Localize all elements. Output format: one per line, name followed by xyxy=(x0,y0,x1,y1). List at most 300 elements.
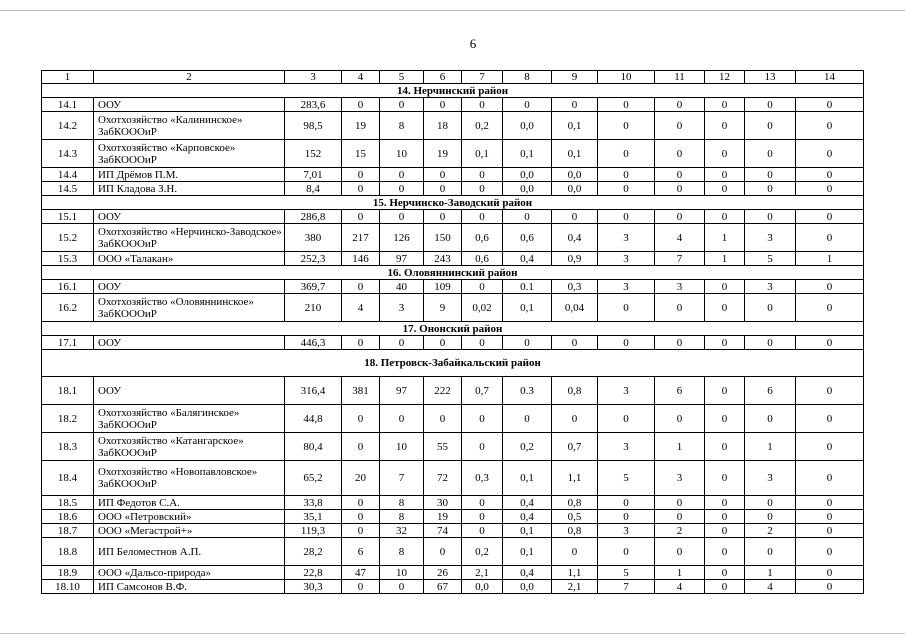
value-cell: 0,6 xyxy=(462,252,503,266)
table-row xyxy=(42,377,864,405)
value-cell: 0,7 xyxy=(552,433,598,461)
row-number-cell: 18.5 xyxy=(42,496,94,510)
value-cell: 33,8 xyxy=(285,496,342,510)
scan-bottom-edge xyxy=(0,633,905,634)
value-cell: 0 xyxy=(796,538,864,566)
value-cell: 0 xyxy=(598,496,655,510)
value-cell: 0 xyxy=(745,294,796,322)
value-cell: 0 xyxy=(705,112,745,140)
organization-name-cell: ООО «Мегастрой+» xyxy=(94,524,285,538)
value-cell: 40 xyxy=(380,280,424,294)
value-cell: 0,1 xyxy=(552,140,598,168)
value-cell: 0 xyxy=(342,496,380,510)
value-cell: 0,7 xyxy=(462,377,503,405)
value-cell: 0 xyxy=(342,510,380,524)
value-cell: 3 xyxy=(655,280,705,294)
value-cell: 8 xyxy=(380,112,424,140)
value-cell: 0 xyxy=(598,98,655,112)
value-cell: 0 xyxy=(342,433,380,461)
value-cell: 10 xyxy=(380,433,424,461)
value-cell: 150 xyxy=(424,224,462,252)
value-cell: 0 xyxy=(745,112,796,140)
value-cell: 4 xyxy=(655,224,705,252)
row-number-cell: 18.4 xyxy=(42,461,94,496)
table-row xyxy=(42,168,864,182)
value-cell: 0 xyxy=(342,580,380,594)
value-cell: 0 xyxy=(796,336,864,350)
value-cell: 47 xyxy=(342,566,380,580)
value-cell: 0 xyxy=(705,336,745,350)
value-cell: 19 xyxy=(424,140,462,168)
table-row xyxy=(42,336,864,350)
value-cell: 0 xyxy=(462,524,503,538)
value-cell: 0,4 xyxy=(503,566,552,580)
value-cell: 0 xyxy=(503,98,552,112)
value-cell: 0 xyxy=(655,168,705,182)
organization-name-cell: Охотхозяйство «Новопавловское» ЗабКОООиР xyxy=(94,461,285,496)
value-cell: 0,8 xyxy=(552,377,598,405)
value-cell: 3 xyxy=(598,433,655,461)
value-cell: 0 xyxy=(424,210,462,224)
organization-name-cell: ИП Федотов С.А. xyxy=(94,496,285,510)
value-cell: 0 xyxy=(462,210,503,224)
value-cell: 0 xyxy=(745,210,796,224)
value-cell: 0 xyxy=(503,405,552,433)
value-cell: 44,8 xyxy=(285,405,342,433)
row-number-cell: 18.1 xyxy=(42,377,94,405)
value-cell: 152 xyxy=(285,140,342,168)
value-cell: 5 xyxy=(745,252,796,266)
value-cell: 2,1 xyxy=(462,566,503,580)
value-cell: 0 xyxy=(745,496,796,510)
value-cell: 0 xyxy=(552,210,598,224)
value-cell: 0,4 xyxy=(503,510,552,524)
value-cell: 0 xyxy=(655,538,705,566)
value-cell: 0 xyxy=(655,294,705,322)
value-cell: 5 xyxy=(598,461,655,496)
section-title: 14. Нерчинский район xyxy=(42,84,864,98)
value-cell: 0,3 xyxy=(552,280,598,294)
value-cell: 0 xyxy=(342,98,380,112)
table-row xyxy=(42,510,864,524)
value-cell: 97 xyxy=(380,252,424,266)
value-cell: 0 xyxy=(655,510,705,524)
hunting-resources-table xyxy=(41,70,864,594)
value-cell: 0,1 xyxy=(503,538,552,566)
page-number: 6 xyxy=(469,36,477,51)
value-cell: 22,8 xyxy=(285,566,342,580)
value-cell: 10 xyxy=(380,566,424,580)
table-row xyxy=(42,294,864,322)
organization-name-cell: ООО «Дальсо-природа» xyxy=(94,566,285,580)
value-cell: 0 xyxy=(598,210,655,224)
value-cell: 0 xyxy=(598,336,655,350)
value-cell: 0 xyxy=(598,538,655,566)
value-cell: 3 xyxy=(745,280,796,294)
value-cell: 0 xyxy=(598,510,655,524)
value-cell: 0 xyxy=(705,524,745,538)
value-cell: 26 xyxy=(424,566,462,580)
organization-name-cell: Охотхозяйство «Оловяннинское» ЗабКОООиР xyxy=(94,294,285,322)
value-cell: 0,1 xyxy=(503,140,552,168)
value-cell: 0 xyxy=(424,182,462,196)
value-cell: 3 xyxy=(598,377,655,405)
value-cell: 0 xyxy=(424,168,462,182)
organization-name-cell: ИП Дрёмов П.М. xyxy=(94,168,285,182)
value-cell: 0,1 xyxy=(552,112,598,140)
header-cell: 8 xyxy=(503,71,552,84)
value-cell: 0 xyxy=(796,168,864,182)
value-cell: 0 xyxy=(705,461,745,496)
value-cell: 7,01 xyxy=(285,168,342,182)
row-number-cell: 14.3 xyxy=(42,140,94,168)
section-title: 18. Петровск-Забайкальский район xyxy=(42,350,864,377)
table-row xyxy=(42,224,864,252)
header-cell: 13 xyxy=(745,71,796,84)
value-cell: 0 xyxy=(598,140,655,168)
value-cell: 0 xyxy=(462,433,503,461)
organization-name-cell: ООУ xyxy=(94,377,285,405)
value-cell: 0 xyxy=(655,182,705,196)
header-cell: 12 xyxy=(705,71,745,84)
value-cell: 0 xyxy=(705,294,745,322)
header-cell: 3 xyxy=(285,71,342,84)
value-cell: 146 xyxy=(342,252,380,266)
value-cell: 0 xyxy=(462,280,503,294)
value-cell: 0 xyxy=(796,510,864,524)
value-cell: 4 xyxy=(745,580,796,594)
value-cell: 0,0 xyxy=(462,580,503,594)
table-row xyxy=(42,496,864,510)
header-cell: 2 xyxy=(94,71,285,84)
table-row xyxy=(42,280,864,294)
value-cell: 0 xyxy=(655,496,705,510)
value-cell: 0,02 xyxy=(462,294,503,322)
value-cell: 0,0 xyxy=(503,168,552,182)
value-cell: 0 xyxy=(462,182,503,196)
value-cell: 19 xyxy=(342,112,380,140)
value-cell: 0 xyxy=(342,210,380,224)
value-cell: 72 xyxy=(424,461,462,496)
value-cell: 8 xyxy=(380,510,424,524)
value-cell: 316,4 xyxy=(285,377,342,405)
value-cell: 0 xyxy=(705,98,745,112)
section-header-row xyxy=(42,322,864,336)
value-cell: 3 xyxy=(745,224,796,252)
value-cell: 0 xyxy=(796,280,864,294)
value-cell: 4 xyxy=(655,580,705,594)
header-cell: 9 xyxy=(552,71,598,84)
value-cell: 28,2 xyxy=(285,538,342,566)
value-cell: 0 xyxy=(705,280,745,294)
value-cell: 0,1 xyxy=(462,140,503,168)
organization-name-cell: ООУ xyxy=(94,210,285,224)
value-cell: 0 xyxy=(424,336,462,350)
row-number-cell: 18.6 xyxy=(42,510,94,524)
value-cell: 0 xyxy=(705,433,745,461)
value-cell: 0 xyxy=(552,538,598,566)
value-cell: 8,4 xyxy=(285,182,342,196)
value-cell: 0,04 xyxy=(552,294,598,322)
value-cell: 0 xyxy=(342,280,380,294)
row-number-cell: 15.3 xyxy=(42,252,94,266)
value-cell: 9 xyxy=(424,294,462,322)
value-cell: 1,1 xyxy=(552,566,598,580)
value-cell: 1 xyxy=(705,224,745,252)
scan-top-edge xyxy=(0,10,905,11)
value-cell: 8 xyxy=(380,538,424,566)
table-row xyxy=(42,580,864,594)
table-row xyxy=(42,461,864,496)
value-cell: 0 xyxy=(655,210,705,224)
table-row xyxy=(42,252,864,266)
value-cell: 1,1 xyxy=(552,461,598,496)
value-cell: 0 xyxy=(424,98,462,112)
value-cell: 0 xyxy=(745,510,796,524)
header-cell: 1 xyxy=(42,71,94,84)
value-cell: 67 xyxy=(424,580,462,594)
row-number-cell: 18.10 xyxy=(42,580,94,594)
value-cell: 0,0 xyxy=(503,580,552,594)
value-cell: 0 xyxy=(796,140,864,168)
organization-name-cell: ООО «Талакан» xyxy=(94,252,285,266)
value-cell: 1 xyxy=(796,252,864,266)
value-cell: 0,5 xyxy=(552,510,598,524)
organization-name-cell: ООУ xyxy=(94,280,285,294)
value-cell: 0 xyxy=(705,405,745,433)
value-cell: 0,2 xyxy=(462,112,503,140)
value-cell: 0 xyxy=(745,538,796,566)
value-cell: 0.1 xyxy=(503,280,552,294)
value-cell: 0 xyxy=(462,336,503,350)
section-header-row xyxy=(42,350,864,377)
value-cell: 3 xyxy=(598,252,655,266)
section-header-row xyxy=(42,196,864,210)
value-cell: 1 xyxy=(655,433,705,461)
organization-name-cell: ИП Самсонов В.Ф. xyxy=(94,580,285,594)
row-number-cell: 18.8 xyxy=(42,538,94,566)
value-cell: 1 xyxy=(745,566,796,580)
value-cell: 0,6 xyxy=(462,224,503,252)
value-cell: 0 xyxy=(655,405,705,433)
value-cell: 7 xyxy=(655,252,705,266)
organization-name-cell: Охотхозяйство «Калининское» ЗабКОООиР xyxy=(94,112,285,140)
value-cell: 0 xyxy=(552,336,598,350)
table-row xyxy=(42,405,864,433)
value-cell: 0,3 xyxy=(462,461,503,496)
value-cell: 0 xyxy=(380,182,424,196)
value-cell: 0 xyxy=(342,405,380,433)
value-cell: 0,4 xyxy=(503,252,552,266)
value-cell: 74 xyxy=(424,524,462,538)
value-cell: 0 xyxy=(552,98,598,112)
header-cell: 14 xyxy=(796,71,864,84)
value-cell: 8 xyxy=(380,496,424,510)
value-cell: 0,8 xyxy=(552,496,598,510)
value-cell: 2 xyxy=(745,524,796,538)
row-number-cell: 16.1 xyxy=(42,280,94,294)
value-cell: 0 xyxy=(342,524,380,538)
value-cell: 0,1 xyxy=(503,294,552,322)
organization-name-cell: ООУ xyxy=(94,336,285,350)
value-cell: 0 xyxy=(796,98,864,112)
header-row xyxy=(42,71,864,84)
header-cell: 10 xyxy=(598,71,655,84)
section-title: 17. Ононский район xyxy=(42,322,864,336)
value-cell: 0 xyxy=(705,496,745,510)
value-cell: 0,9 xyxy=(552,252,598,266)
row-number-cell: 17.1 xyxy=(42,336,94,350)
value-cell: 6 xyxy=(342,538,380,566)
value-cell: 0 xyxy=(705,182,745,196)
value-cell: 1 xyxy=(745,433,796,461)
table-row xyxy=(42,182,864,196)
value-cell: 3 xyxy=(745,461,796,496)
value-cell: 0 xyxy=(424,405,462,433)
value-cell: 0 xyxy=(796,496,864,510)
value-cell: 0,4 xyxy=(503,496,552,510)
value-cell: 0 xyxy=(462,510,503,524)
header-cell: 4 xyxy=(342,71,380,84)
organization-name-cell: ИП Беломестнов А.П. xyxy=(94,538,285,566)
value-cell: 0 xyxy=(380,98,424,112)
value-cell: 0 xyxy=(796,433,864,461)
table-row xyxy=(42,538,864,566)
value-cell: 80,4 xyxy=(285,433,342,461)
row-number-cell: 14.2 xyxy=(42,112,94,140)
value-cell: 109 xyxy=(424,280,462,294)
table-row xyxy=(42,524,864,538)
value-cell: 0,1 xyxy=(503,524,552,538)
value-cell: 0 xyxy=(705,168,745,182)
row-number-cell: 18.9 xyxy=(42,566,94,580)
header-cell: 6 xyxy=(424,71,462,84)
value-cell: 0 xyxy=(598,405,655,433)
table-row xyxy=(42,112,864,140)
organization-name-cell: Охотхозяйство «Карповское» ЗабКОООиР xyxy=(94,140,285,168)
value-cell: 0 xyxy=(796,182,864,196)
value-cell: 286,8 xyxy=(285,210,342,224)
value-cell: 0 xyxy=(796,524,864,538)
value-cell: 2 xyxy=(655,524,705,538)
row-number-cell: 14.1 xyxy=(42,98,94,112)
value-cell: 0 xyxy=(342,182,380,196)
value-cell: 0 xyxy=(745,168,796,182)
value-cell: 4 xyxy=(342,294,380,322)
row-number-cell: 16.2 xyxy=(42,294,94,322)
value-cell: 0 xyxy=(380,168,424,182)
row-number-cell: 18.7 xyxy=(42,524,94,538)
value-cell: 0 xyxy=(745,182,796,196)
value-cell: 0 xyxy=(462,405,503,433)
value-cell: 0 xyxy=(745,98,796,112)
value-cell: 6 xyxy=(655,377,705,405)
value-cell: 0 xyxy=(598,112,655,140)
value-cell: 3 xyxy=(598,524,655,538)
value-cell: 15 xyxy=(342,140,380,168)
value-cell: 3 xyxy=(598,280,655,294)
value-cell: 10 xyxy=(380,140,424,168)
value-cell: 0 xyxy=(342,168,380,182)
row-number-cell: 18.2 xyxy=(42,405,94,433)
value-cell: 1 xyxy=(705,252,745,266)
value-cell: 369,7 xyxy=(285,280,342,294)
organization-name-cell: Охотхозяйство «Катангарское» ЗабКОООиР xyxy=(94,433,285,461)
row-number-cell: 14.5 xyxy=(42,182,94,196)
organization-name-cell: Охотхозяйство «Балягинское» ЗабКОООиР xyxy=(94,405,285,433)
header-cell: 5 xyxy=(380,71,424,84)
value-cell: 35,1 xyxy=(285,510,342,524)
value-cell: 0 xyxy=(655,112,705,140)
value-cell: 252,3 xyxy=(285,252,342,266)
row-number-cell: 18.3 xyxy=(42,433,94,461)
value-cell: 0 xyxy=(796,461,864,496)
table-row xyxy=(42,433,864,461)
section-header-row xyxy=(42,266,864,280)
value-cell: 0 xyxy=(705,140,745,168)
value-cell: 0 xyxy=(796,405,864,433)
value-cell: 0 xyxy=(503,336,552,350)
row-number-cell: 15.2 xyxy=(42,224,94,252)
row-number-cell: 15.1 xyxy=(42,210,94,224)
value-cell: 0 xyxy=(796,210,864,224)
section-header-row xyxy=(42,84,864,98)
value-cell: 210 xyxy=(285,294,342,322)
organization-name-cell: ООО «Петровский» xyxy=(94,510,285,524)
value-cell: 0 xyxy=(796,294,864,322)
value-cell: 0 xyxy=(380,336,424,350)
header-cell: 11 xyxy=(655,71,705,84)
value-cell: 3 xyxy=(380,294,424,322)
organization-name-cell: ИП Кладова З.Н. xyxy=(94,182,285,196)
value-cell: 0,4 xyxy=(552,224,598,252)
value-cell: 0 xyxy=(462,496,503,510)
value-cell: 0 xyxy=(380,210,424,224)
value-cell: 217 xyxy=(342,224,380,252)
value-cell: 0 xyxy=(598,294,655,322)
value-cell: 0 xyxy=(598,182,655,196)
value-cell: 18 xyxy=(424,112,462,140)
value-cell: 1 xyxy=(655,566,705,580)
value-cell: 0 xyxy=(503,210,552,224)
value-cell: 97 xyxy=(380,377,424,405)
value-cell: 0 xyxy=(655,140,705,168)
value-cell: 243 xyxy=(424,252,462,266)
value-cell: 0 xyxy=(796,377,864,405)
value-cell: 0 xyxy=(705,538,745,566)
value-cell: 0,0 xyxy=(552,182,598,196)
value-cell: 0,0 xyxy=(552,168,598,182)
value-cell: 0,0 xyxy=(503,112,552,140)
value-cell: 7 xyxy=(598,580,655,594)
value-cell: 3 xyxy=(598,224,655,252)
value-cell: 0 xyxy=(705,510,745,524)
value-cell: 3 xyxy=(655,461,705,496)
value-cell: 19 xyxy=(424,510,462,524)
organization-name-cell: ООУ xyxy=(94,98,285,112)
value-cell: 0,8 xyxy=(552,524,598,538)
value-cell: 0 xyxy=(796,580,864,594)
value-cell: 7 xyxy=(380,461,424,496)
table-row xyxy=(42,140,864,168)
value-cell: 0,2 xyxy=(462,538,503,566)
value-cell: 0 xyxy=(705,377,745,405)
value-cell: 0 xyxy=(552,405,598,433)
value-cell: 0 xyxy=(745,140,796,168)
value-cell: 381 xyxy=(342,377,380,405)
value-cell: 446,3 xyxy=(285,336,342,350)
value-cell: 65,2 xyxy=(285,461,342,496)
